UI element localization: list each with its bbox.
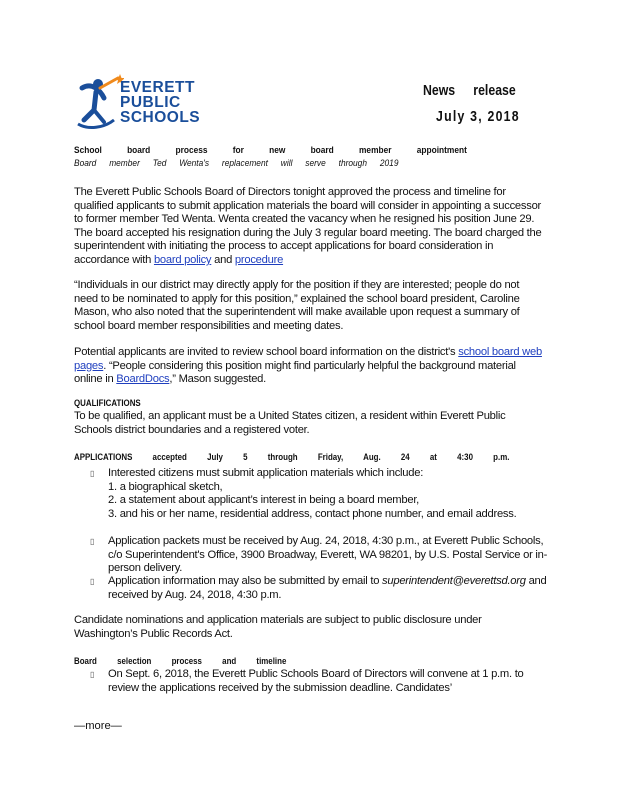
logo-line-public: PUBLIC — [120, 94, 181, 111]
paragraph-quote: “Individuals in our district may directly apply for the position if they are interested; people do not need to be nominated to apply for this position,” explained the school board president, Caroline Mason, who also noted that the superintendent will make available upon request a summary of school board member responsibilities and meeting dates. — [74, 279, 520, 332]
logo-line-schools: SCHOOLS — [120, 109, 201, 126]
boarddocs-link[interactable]: BoardDocs — [116, 373, 170, 386]
school-board-web-pages-link[interactable]: school board web pages — [74, 346, 542, 372]
board-policy-link[interactable]: board policy — [153, 253, 212, 266]
bullet-marker-icon: ▯ — [90, 469, 95, 478]
news-release-label: News release — [423, 82, 516, 99]
bullet-marker-icon: ▯ — [90, 577, 95, 586]
superintendent-email[interactable]: superintendent@everettsd.org — [382, 575, 526, 587]
paragraph-review: Potential applicants are invited to review school board information on the district's school board web pages. “People considering this position might find particularly helpful the background material online in BoardDocs,” Mason suggested. — [74, 346, 542, 386]
board-process-heading: Board selection process and timeline — [74, 656, 287, 666]
person-star-logo-icon — [74, 74, 124, 132]
paragraph-intro: The Everett Public Schools Board of Directors tonight approved the process and timeline for qualified applicants to submit application materials the board will consider in appointing a successor to former member Ted Wenta. Wenta created the vacancy when he resigned his position June 29. The board accepted his resignation during the July 3 regular board meeting. The board charged the superintendent with initiating the process to accept applications for board consideration in accordance with board policy and procedure — [74, 186, 542, 266]
headline-title: School board process for new board member appointment — [74, 145, 467, 156]
logo — [74, 74, 224, 134]
release-date: July 3, 2018 — [436, 108, 520, 125]
bullet-marker-icon: ▯ — [90, 670, 95, 679]
procedure-link[interactable]: procedure — [234, 253, 284, 266]
bullet-marker-icon: ▯ — [90, 537, 95, 546]
disclosure-text: Candidate nominations and application materials are subject to public disclosure under Washington’s Public Records Act. — [74, 614, 482, 640]
more-indicator: —more— — [74, 720, 122, 732]
logo-line-everett: EVERETT — [120, 79, 195, 96]
qualifications-heading: QUALIFICATIONS — [74, 398, 141, 408]
applications-heading: APPLICATIONS accepted July 5 through Friday, Aug. 24 at 4:30 p.m. — [74, 452, 510, 462]
qualifications-text: To be qualified, an applicant must be a United States citizen, a resident within Everett Public Schools district boundaries and a registered voter. — [74, 410, 506, 436]
headline-subtitle: Board member Ted Wenta's replacement will serve through 2019 — [74, 158, 399, 169]
